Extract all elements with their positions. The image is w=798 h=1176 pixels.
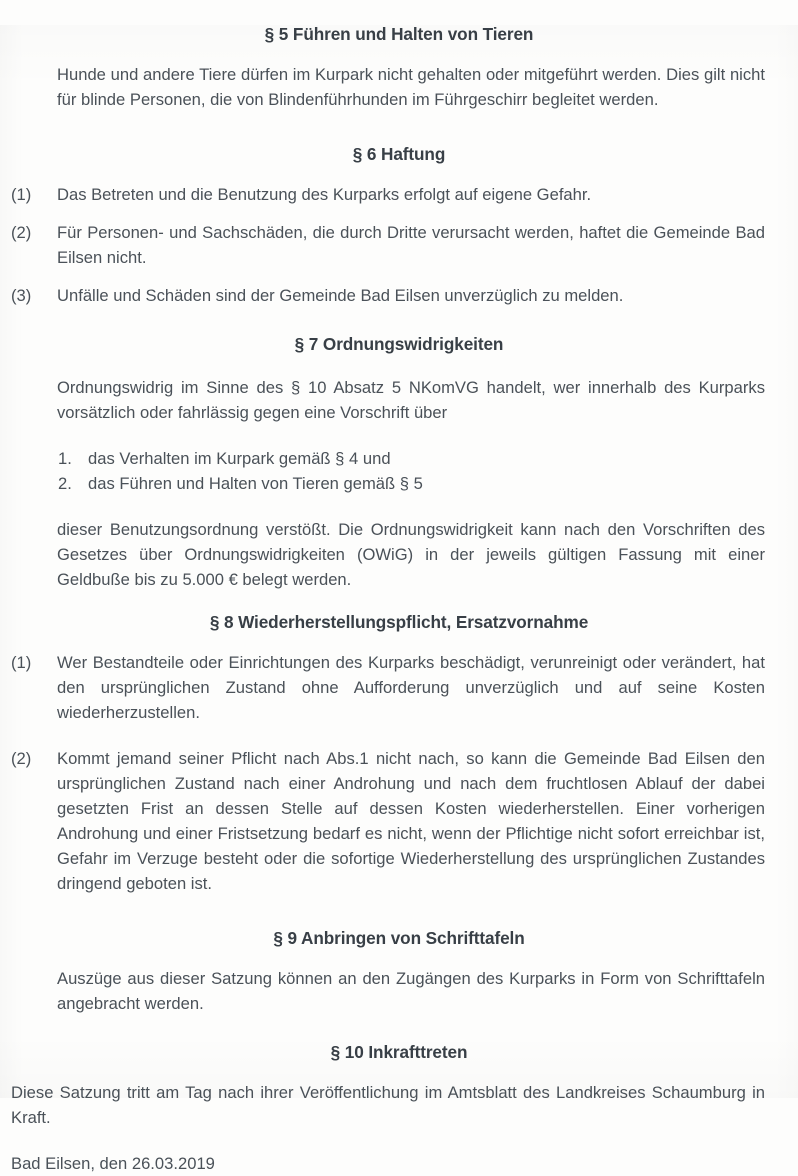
item-text: Unfälle und Schäden sind der Gemeinde Bad Eilsen unverzüglich zu melden. [57,285,624,305]
item-marker: (2) [11,222,32,242]
ordered-list-par7 [0,446,798,496]
section-heading-par10: § 10 Inkrafttreten [330,1041,468,1062]
list-item [58,446,798,471]
section-body-par5: Hunde und andere Tiere dürfen im Kurpark nicht gehalten oder mitgeführt werden. Dies gilt nicht für blinde Personen, die von Blindenführhunden im Führgeschirr begleitet werden. [57,64,765,109]
document-page [0,24,798,1173]
numbered-item [11,746,765,896]
item-text: Für Personen- und Sachschäden, die durch Dritte verursacht werden, haftet die Gemeinde Bad Eilsen nicht. [57,222,765,267]
list-item [58,471,798,496]
numbered-item [11,182,765,207]
item-marker: (3) [11,285,32,305]
section-body-par10: Diese Satzung tritt am Tag nach ihrer Veröffentlichung im Amtsblatt des Landkreises Schaumburg in Kraft. [11,1082,765,1127]
section-outro-par7: dieser Benutzungsordnung verstößt. Die Ordnungswidrigkeit kann nach den Vorschriften des Gesetzes über Ordnungswidrigkeiten (OWiG) in der jeweils gültigen Fassung mit einer Geldbuße bis zu 5.000 € belegt werden. [57,520,765,590]
list-item-marker: 2. [58,474,72,494]
numbered-item [11,220,765,270]
item-marker: (2) [11,749,32,769]
section-heading-par6: § 6 Haftung [352,143,446,164]
numbered-item [11,650,765,725]
item-text: Kommt jemand seiner Pflicht nach Abs.1 nicht nach, so kann die Gemeinde Bad Eilsen den ursprünglichen Zustand nach einer Androhung und nach dem fruchtlosen Ablauf der dabei gesetzten Frist an dessen Stelle auf dessen Kosten wiederherstellen. Einer vorherigen Androhung und einer Fristsetzung bedarf es nicht, wenn der Pflichtige nicht sofort erreichbar ist, Gefahr im Verzuge besteht oder die sofortige Wiederherstellung des ursprünglichen Zustandes dringend geboten ist. [57,749,765,894]
item-marker: (1) [11,184,32,204]
section-heading-par7: § 7 Ordnungswidrigkeiten [294,333,504,354]
list-item-text: das Verhalten im Kurpark gemäß § 4 und [88,449,391,469]
section-intro-par7: Ordnungswidrig im Sinne des § 10 Absatz 5 NKomVG handelt, wer innerhalb des Kurparks vorsätzlich oder fahrlässig gegen eine Vorschrift über [57,378,765,423]
numbered-item [11,283,765,308]
section-body-par9: Auszüge aus dieser Satzung können an den Zugängen des Kurparks in Form von Schrifttafeln angebracht werden. [57,968,765,1013]
section-heading-par9: § 9 Anbringen von Schrifttafeln [273,928,525,949]
list-item-marker: 1. [58,449,72,469]
place-and-date: Bad Eilsen, den 26.03.2019 [11,1153,215,1173]
item-marker: (1) [11,653,32,673]
item-text: Wer Bestandteile oder Einrichtungen des Kurparks beschädigt, verunreinigt oder verändert, hat den ursprünglichen Zustand ohne Aufforderung unverzüglich und auf seine Kosten wiederherzustellen. [57,653,765,723]
section-heading-par5: § 5 Führen und Halten von Tieren [264,24,534,44]
item-text: Das Betreten und die Benutzung des Kurparks erfolgt auf eigene Gefahr. [57,184,592,204]
list-item-text: das Führen und Halten von Tieren gemäß § 5 [88,474,423,494]
section-heading-par8: § 8 Wiederherstellungspflicht, Ersatzvornahme [209,612,589,633]
